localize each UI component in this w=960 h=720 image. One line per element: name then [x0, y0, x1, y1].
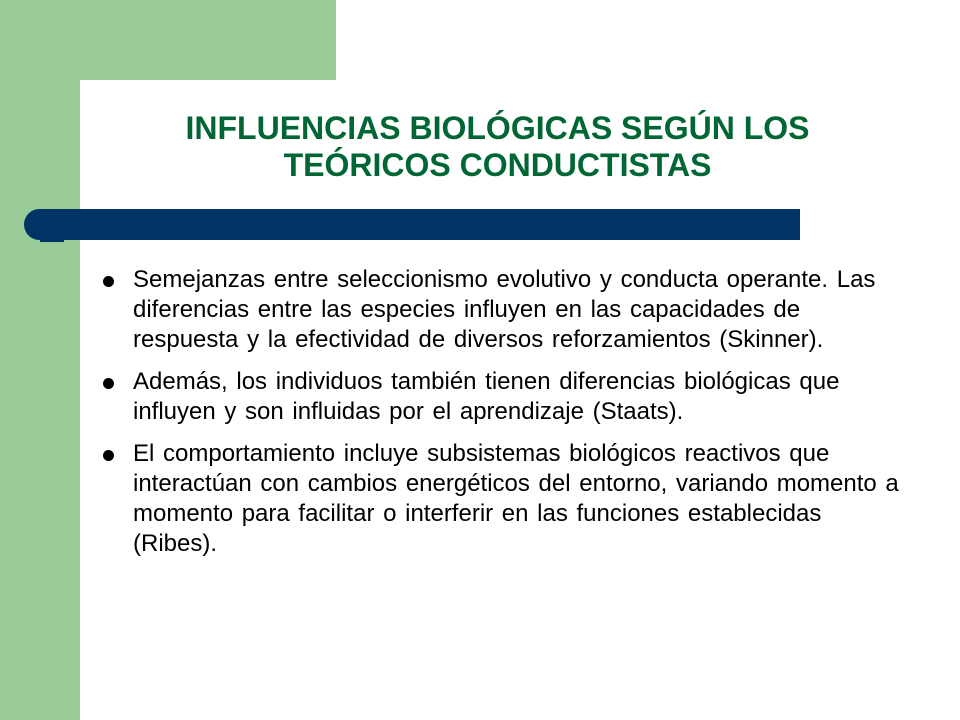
title-underline-shadow: [40, 240, 64, 242]
slide-title-line-2: TEÓRICOS CONDUCTISTAS: [283, 147, 712, 183]
bullet-list: [100, 265, 910, 571]
bullet-dot-icon: [103, 378, 114, 389]
slide-title: [100, 110, 895, 184]
bullet-text: Semejanzas entre seleccionismo evolutivo y conducta operante. Las diferencias entre las especies influyen en las capacidades de respuesta y la efectividad de diversos reforzamientos (Skinner).: [133, 266, 876, 353]
bullet-item: [100, 367, 910, 427]
side-decoration-bar: [0, 0, 80, 720]
bullet-item: [100, 265, 910, 355]
bullet-text: El comportamiento incluye subsistemas biológicos reactivos que interactúan con cambios energéticos del entorno, variando momento a momento para facilitar o interferir en las funciones establecidas (Ribes).: [133, 440, 899, 557]
bullet-item: [100, 439, 910, 559]
title-underline-bar: [24, 209, 800, 240]
slide-title-line-1: INFLUENCIAS BIOLÓGICAS SEGÚN LOS: [185, 110, 810, 146]
top-decoration-block: [80, 0, 336, 80]
bullet-text: Además, los individuos también tienen diferencias biológicas que influyen y son influidas por el aprendizaje (Staats).: [133, 368, 840, 425]
bullet-dot-icon: [103, 450, 114, 461]
bullet-dot-icon: [103, 276, 114, 287]
